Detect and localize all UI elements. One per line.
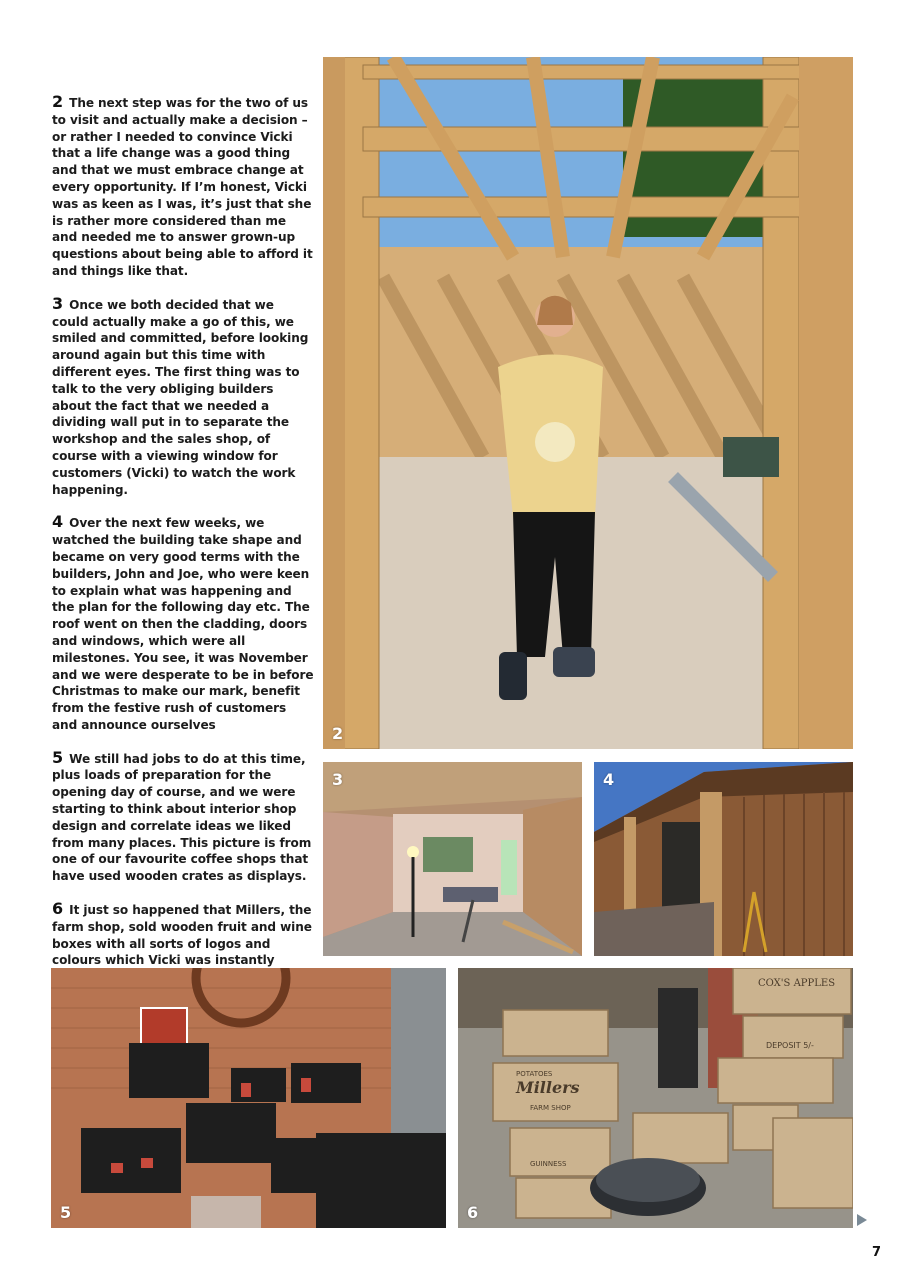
crate — [503, 1010, 608, 1056]
crate — [773, 1118, 853, 1208]
crate — [718, 1058, 833, 1103]
photo-building-frame — [323, 57, 853, 749]
photo-caption: 3 — [332, 770, 344, 789]
crate — [733, 968, 851, 1014]
step-number: 4 — [52, 512, 64, 532]
step-number: 5 — [52, 747, 64, 767]
crate-label: FARM SHOP — [530, 1104, 571, 1112]
crate-label: POTATOES — [516, 1070, 553, 1078]
photo-exterior-cladding — [594, 762, 853, 956]
photo-caption: 4 — [603, 770, 615, 789]
step-number: 3 — [52, 293, 64, 313]
photo-2-illustration — [323, 57, 853, 749]
photo-caption: 2 — [332, 724, 344, 743]
crate-label: DEPOSIT 5/- — [766, 1041, 814, 1050]
photo-4-illustration — [594, 762, 853, 956]
step-number: 2 — [52, 92, 64, 111]
step-number: 6 — [52, 899, 64, 919]
article-body — [52, 94, 314, 1052]
crate-label: Millers — [516, 1078, 580, 1097]
paragraph-5 — [52, 747, 314, 885]
crate — [510, 1128, 610, 1176]
page-number: 7 — [871, 1245, 881, 1260]
crate-label: GUINNESS — [530, 1160, 567, 1168]
continue-arrow-icon — [857, 1214, 867, 1226]
photo-caption: 6 — [467, 1203, 479, 1222]
photo-caption: 5 — [60, 1203, 72, 1222]
paragraph-text: It just so happened that Millers, the farm shop, sold wooden fruit and wine boxes with all sorts of logos and colours which Vicki was instantly — [52, 903, 312, 968]
paragraph-4 — [52, 514, 314, 733]
crate-label: COX'S APPLES — [758, 978, 836, 989]
photo-6-illustration — [458, 968, 853, 1228]
paragraph-text: The next step was for the two of us to visit and actually make a decision – or rather I needed to convince Vicki that a life change was a good thing and that we must embrace change at every opportunity. If I’m honest, Vicki was as keen as I was, it’s just that she is rather more considered than me and needed me to answer grown-up questions about being able to afford it and things like that. — [52, 96, 313, 278]
photo-coffee-shop-crates — [51, 968, 446, 1228]
paragraph-text: We still had jobs to do at this time, plus loads of preparation for the opening day of course, and we were starting to think about interior shop design and correlate ideas we liked from many places. This picture is from one of our favourite coffee shops that have used wooden crates as displays. — [52, 751, 312, 884]
paragraph-text: Once we both decided that we could actually make a go of this, we smiled and committed, before looking around again but this time with different eyes. The first thing was to talk to the very obliging builders about the fact that we needed a dividing wall put in to separate the workshop and the sales shop, of course with a viewing window for customers (Vicki) to watch the work happening. — [52, 297, 309, 497]
paragraph-text: Over the next few weeks, we watched the building take shape and became on very good terms with the builders, John and Joe, who were keen to explain what was happening and the plan for the following day etc. The roof went on then the cladding, doors and windows, which were all milestones. You see, it was November and we were desperate to be in before Christmas to make our mark, benefit from the festive rush of customers and announce ourselves — [52, 516, 314, 732]
crate — [743, 1016, 843, 1058]
crate — [633, 1113, 728, 1163]
photo-3-illustration — [323, 762, 582, 956]
paragraph-2 — [52, 94, 314, 280]
photo-farm-shop-crates — [458, 968, 853, 1228]
photo-interior-workshop — [323, 762, 582, 956]
photo-5-illustration — [51, 968, 446, 1228]
paragraph-3 — [52, 293, 314, 499]
